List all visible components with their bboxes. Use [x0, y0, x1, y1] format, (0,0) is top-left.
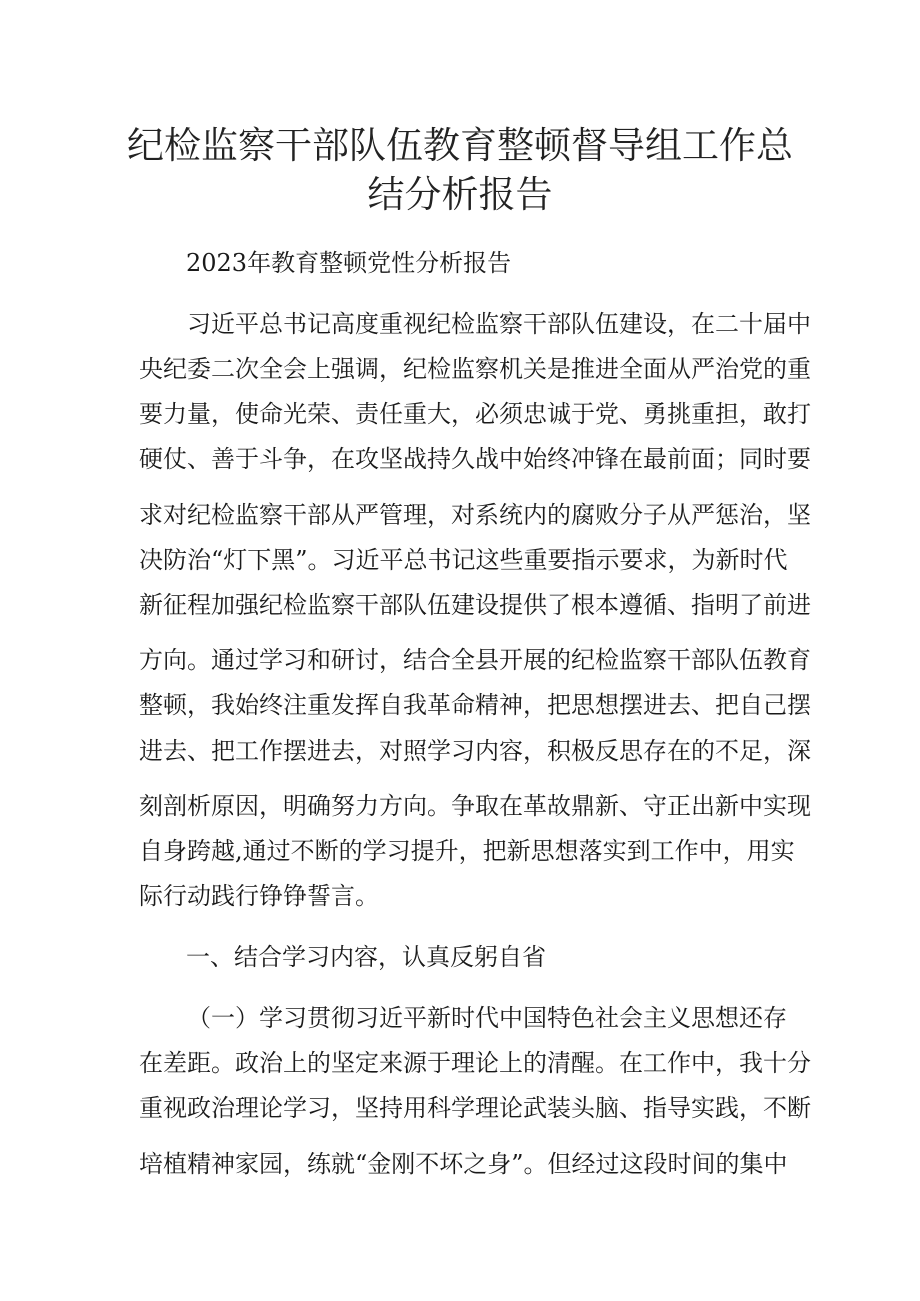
document-title-line-2: 结分析报告	[367, 173, 553, 216]
paragraph-1-line-11: 刻剖析原因，明确努力方向。争取在革故鼎新、守正出新中实现	[139, 792, 811, 820]
paragraph-1-line-8: 方向。通过学习和研讨，结合全县开展的纪检监察干部队伍教育	[139, 646, 811, 674]
paragraph-1-line-6: 决防治“灯下黑”。习近平总书记这些重要指示要求，为新时代	[139, 546, 788, 574]
paragraph-2-line-3: 重视政治理论学习，坚持用科学理论武装头脑、指导实践，不断	[139, 1094, 811, 1122]
paragraph-1-line-1: 习近平总书记高度重视纪检监察干部队伍建设，在二十届中	[187, 310, 811, 338]
document-subtitle: 2023年教育整顿党性分析报告	[186, 249, 512, 277]
paragraph-1-line-13: 际行动践行铮铮誓言。	[139, 882, 379, 910]
paragraph-2-line-1: （一）学习贯彻习近平新时代中国特色社会主义思想还存	[187, 1004, 787, 1032]
paragraph-1-line-2: 央纪委二次全会上强调，纪检监察机关是推进全面从严治党的重	[139, 355, 811, 383]
paragraph-1-line-3: 要力量，使命光荣、责任重大，必须忠诚于党、勇挑重担，敢打	[139, 400, 811, 428]
paragraph-1-line-9: 整顿，我始终注重发挥自我革命精神，把思想摆进去、把自己摆	[139, 691, 811, 719]
paragraph-1-line-12: 自身跨越,通过不断的学习提升，把新思想落实到工作中，用实	[139, 837, 795, 865]
section-1-heading: 一、结合学习内容，认真反躬自省	[186, 943, 546, 971]
paragraph-2-line-2: 在差距。政治上的坚定来源于理论上的清醒。在工作中，我十分	[139, 1049, 811, 1077]
paragraph-1-line-5: 求对纪检监察干部从严管理，对系统内的腐败分子从严惩治，坚	[139, 501, 811, 529]
paragraph-1-line-4: 硬仗、善于斗争，在攻坚战持久战中始终冲锋在最前面；同时要	[139, 445, 811, 473]
paragraph-1-line-7: 新征程加强纪检监察干部队伍建设提供了根本遵循、指明了前进	[139, 591, 811, 619]
paragraph-1-line-10: 进去、把工作摆进去，对照学习内容，积极反思存在的不足，深	[139, 737, 811, 765]
document-title-line-1: 纪检监察干部队伍教育整顿督导组工作总	[127, 124, 793, 167]
paragraph-2-line-4: 培植精神家园，练就“金刚不坏之身”。但经过这段时间的集中	[139, 1150, 788, 1178]
